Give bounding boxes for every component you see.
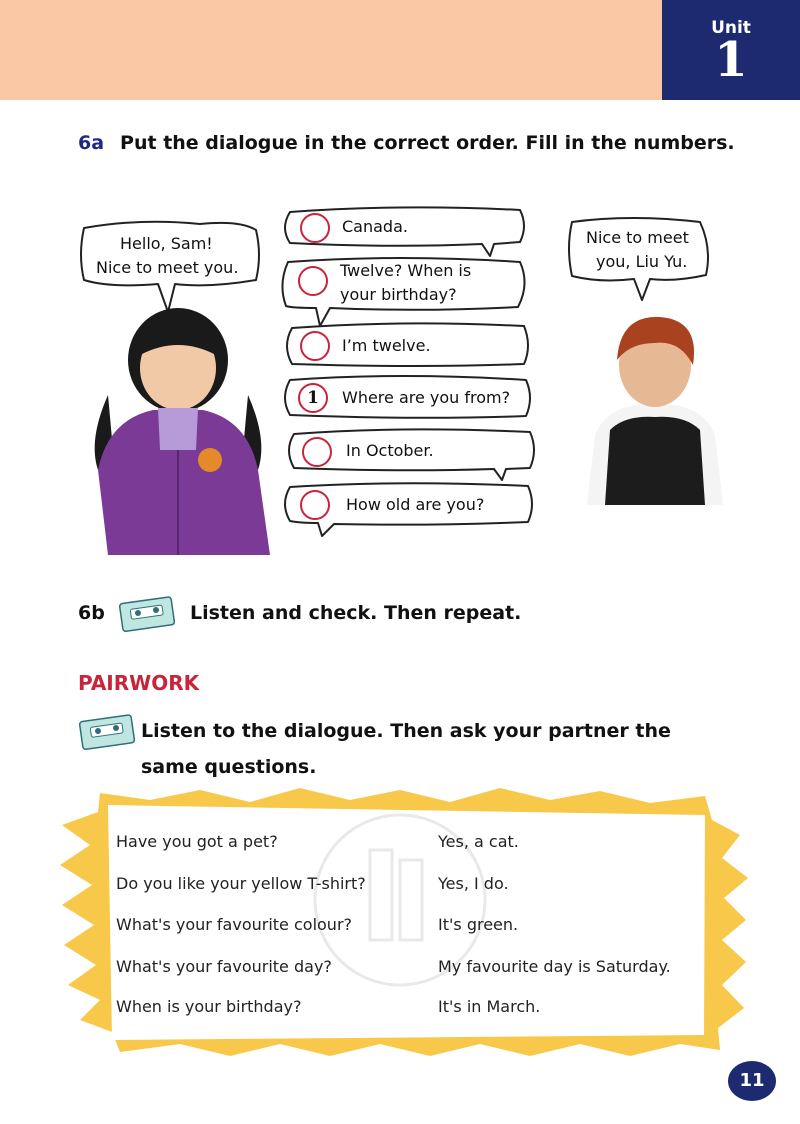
answer-circle-4[interactable]: 1 [298, 383, 328, 413]
unit-label: Unit [711, 18, 751, 38]
pairwork-answer-5: It's in March. [438, 997, 541, 1016]
pairwork-question-1: Have you got a pet? [116, 832, 278, 851]
pairwork-instruction-line2: same questions. [141, 756, 317, 778]
pairwork-answer-2: Yes, I do. [438, 874, 509, 893]
pairwork-answer-1: Yes, a cat. [438, 832, 519, 851]
right-bubble-line1: Nice to meet [586, 228, 689, 247]
exercise-6b-instruction: Listen and check. Then repeat. [190, 602, 522, 624]
dialogue-line-1: Canada. [342, 217, 408, 236]
left-bubble-line1: Hello, Sam! [120, 234, 213, 253]
dialogue-line-2a: Twelve? When is [340, 261, 472, 280]
left-bubble-line2: Nice to meet you. [96, 258, 239, 277]
pairwork-question-5: When is your birthday? [116, 997, 302, 1016]
pairwork-title: PAIRWORK [78, 671, 200, 695]
pairwork-instruction-line1: Listen to the dialogue. Then ask your partner the [141, 720, 671, 742]
right-bubble-line2: you, Liu Yu. [596, 252, 688, 271]
dialogue-line-2b: your birthday? [340, 285, 457, 304]
exercise-6b-tag: 6b [78, 602, 105, 624]
dialogue-line-5: In October. [346, 441, 434, 460]
dialogue-line-4: Where are you from? [342, 388, 511, 407]
unit-number: 1 [714, 32, 748, 88]
pairwork-answer-4: My favourite day is Saturday. [438, 957, 671, 976]
pairwork-question-4: What's your favourite day? [116, 957, 332, 976]
pairwork-question-3: What's your favourite colour? [116, 915, 353, 934]
dialogue-line-6: How old are you? [346, 495, 485, 514]
page-number: 11 [728, 1061, 776, 1101]
exercise-6a-tag: 6a [78, 132, 105, 154]
pairwork-answer-3: It's green. [438, 915, 519, 934]
exercise-6a-instruction: Put the dialogue in the correct order. Fill in the numbers. [120, 132, 735, 154]
dialogue-line-3: I’m twelve. [342, 336, 431, 355]
pairwork-question-2: Do you like your yellow T-shirt? [116, 874, 366, 893]
